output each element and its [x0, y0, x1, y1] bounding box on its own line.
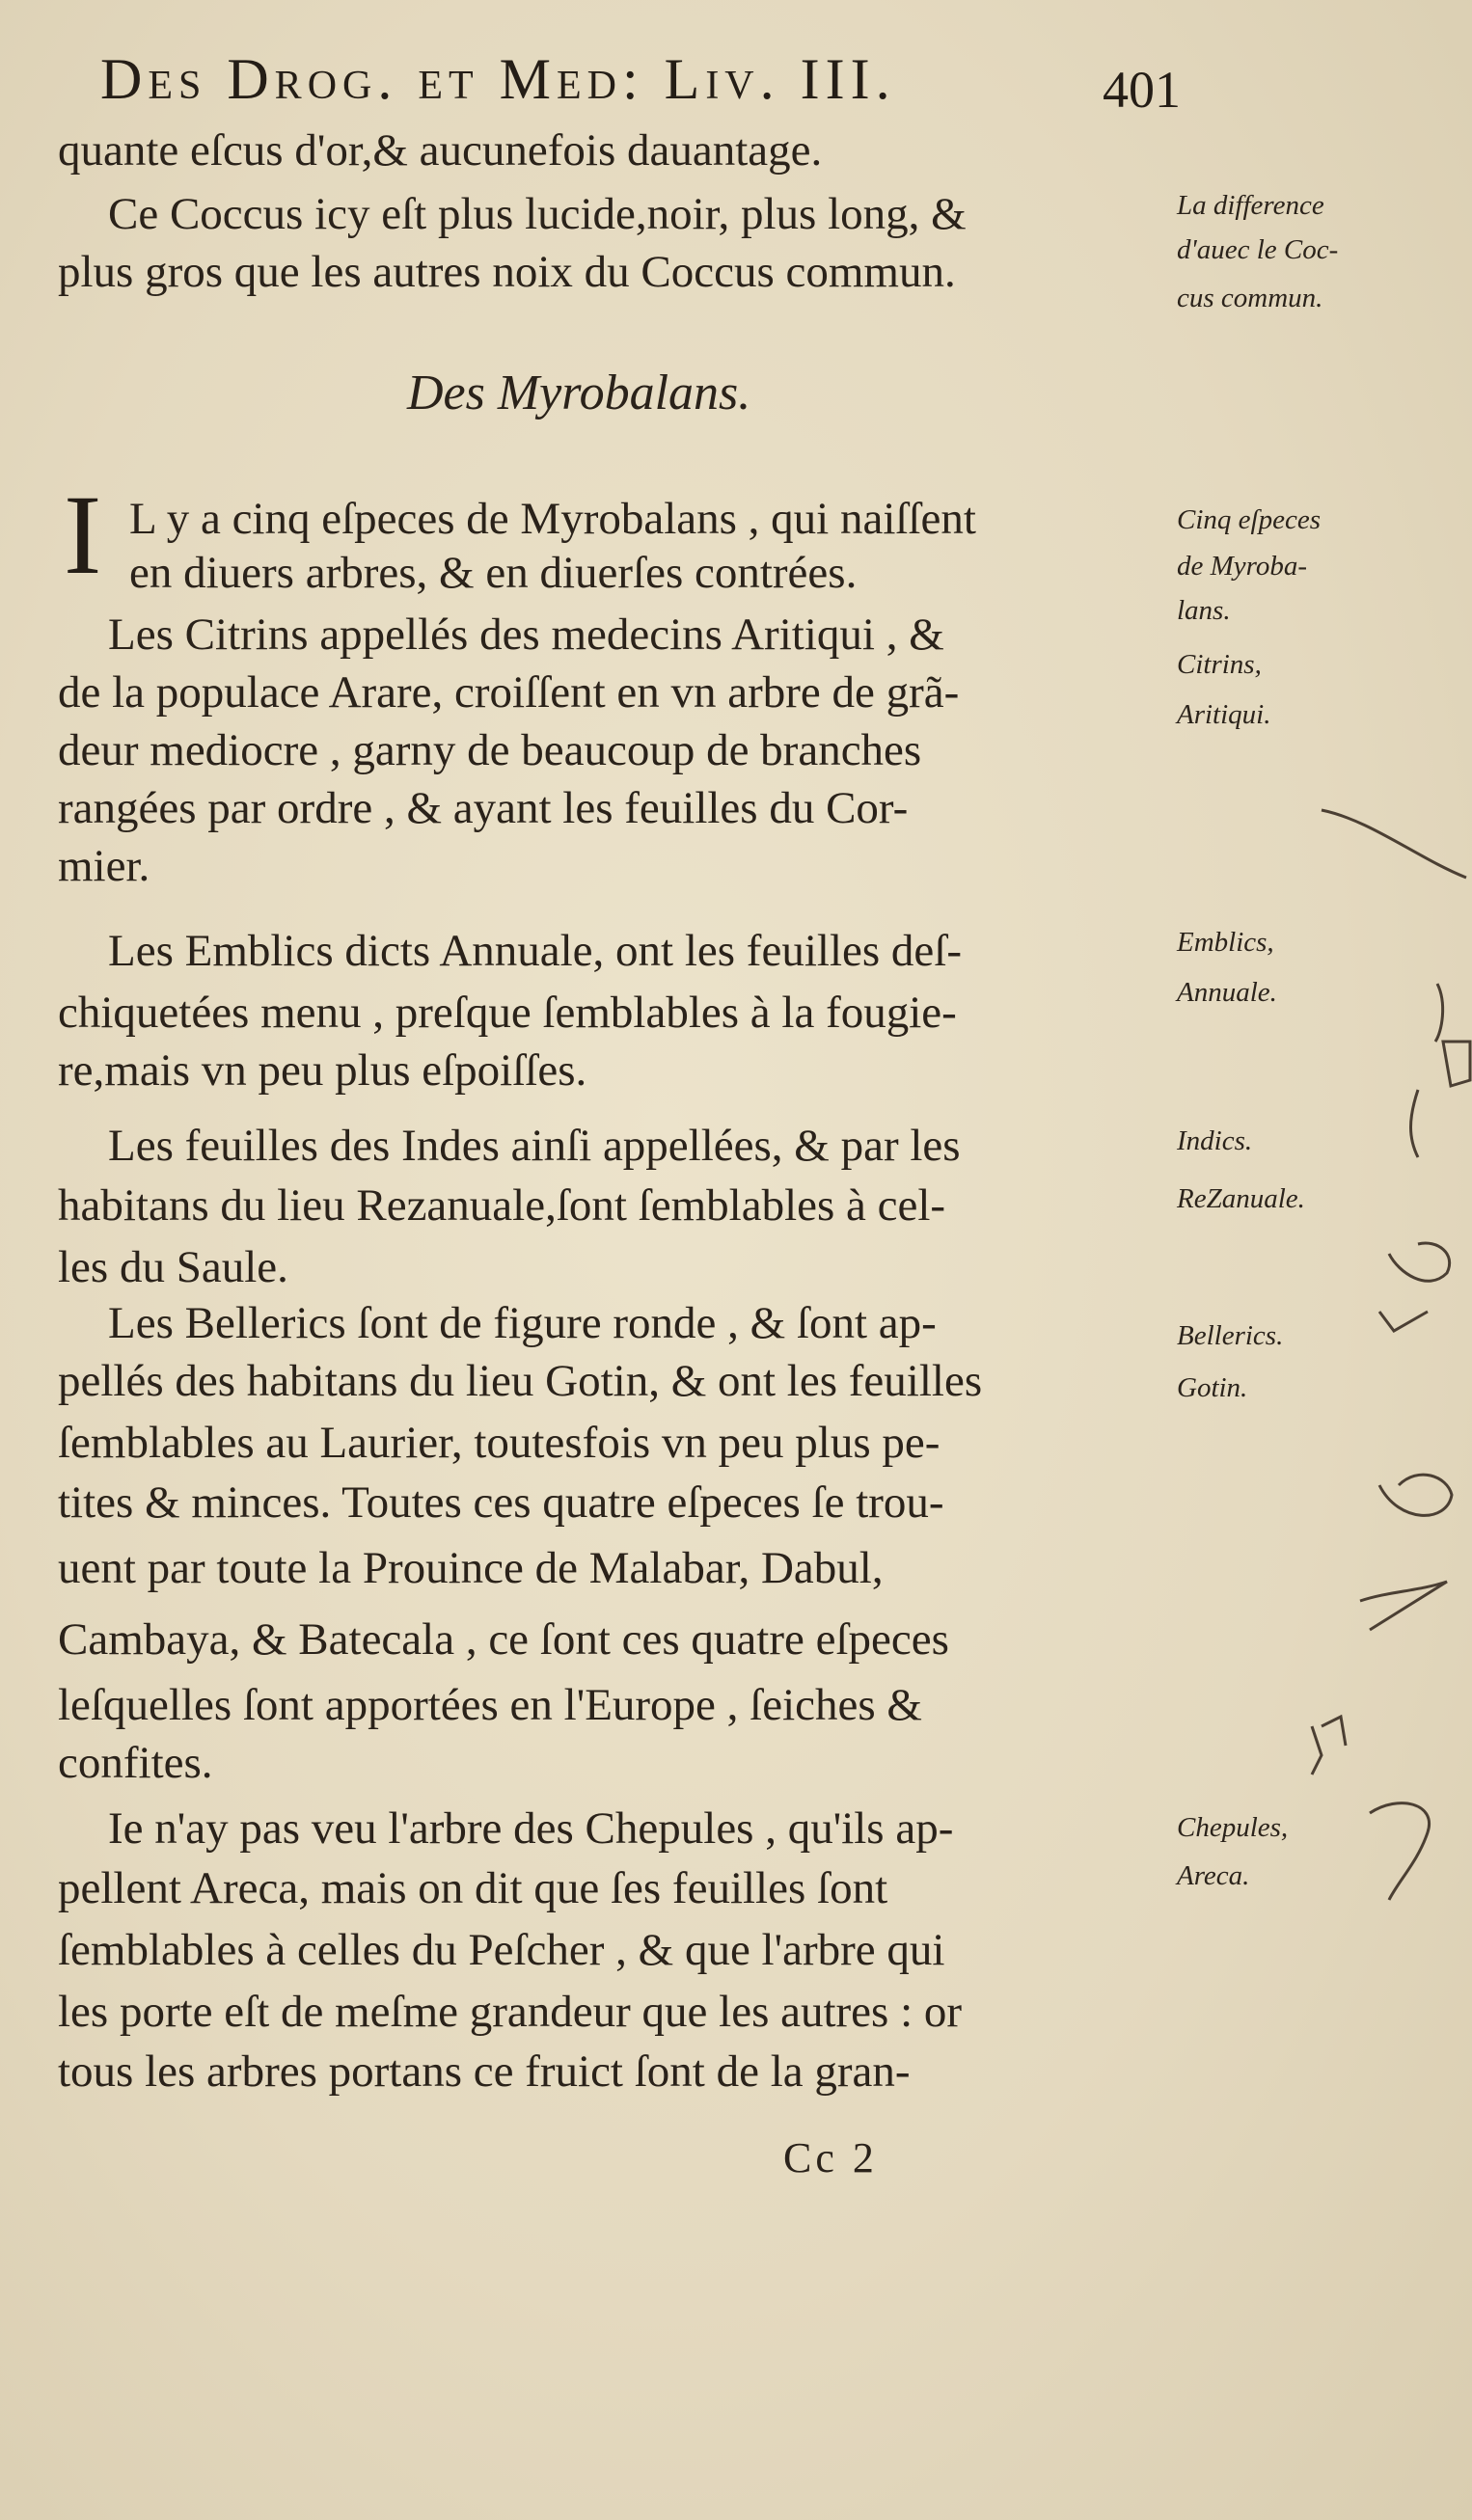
pen-stroke: [1443, 1042, 1470, 1086]
text-line: ſemblables à celles du Peſcher , & que l'arbre qui: [58, 1925, 945, 1975]
text-line: les porte eſt de meſme grandeur que les autres : or: [58, 1987, 963, 2037]
margin-note: Annuale.: [1177, 977, 1277, 1008]
margin-note: Chepules,: [1177, 1812, 1289, 1843]
text-line: rangées par ordre , & ayant les feuilles du Cor-: [58, 783, 909, 833]
text-line: uent par toute la Prouince de Malabar, Dabul,: [58, 1543, 884, 1593]
page-number: 401: [1103, 61, 1181, 119]
pen-stroke: [1312, 1717, 1346, 1775]
text-line: Ie n'ay pas veu l'arbre des Chepules , qu'ils ap-: [108, 1803, 954, 1854]
text-line: L y a cinq eſpeces de Myrobalans , qui naiſſent: [129, 494, 976, 544]
text-line: plus gros que les autres noix du Coccus commun.: [58, 247, 956, 297]
margin-note: Aritiqui.: [1177, 699, 1271, 730]
text-line: Ce Coccus icy eſt plus lucide,noir, plus long, &: [108, 189, 967, 239]
margin-note: ReZanuale.: [1177, 1183, 1305, 1214]
text-line: confites.: [58, 1738, 213, 1788]
text-line: en diuers arbres, & en diuerſes contrées.: [129, 548, 858, 598]
text-line: re,mais vn peu plus eſpoiſſes.: [58, 1045, 587, 1096]
margin-note: Citrins,: [1177, 649, 1262, 680]
margin-note: La difference: [1177, 190, 1324, 221]
text-line: Cambaya, & Batecala , ce ſont ces quatre eſpeces: [58, 1614, 949, 1665]
text-line: les du Saule.: [58, 1242, 288, 1292]
text-line: quante eſcus d'or,& aucunefois dauantage.: [58, 125, 823, 176]
margin-note: Bellerics.: [1177, 1320, 1284, 1351]
margin-note: Gotin.: [1177, 1372, 1248, 1403]
pen-stroke: [1411, 1090, 1419, 1157]
margin-note: d'auec le Coc-: [1177, 234, 1339, 265]
pen-stroke: [1389, 1243, 1450, 1281]
text-line: habitans du lieu Rezanuale,ſont ſemblables à cel-: [58, 1180, 946, 1231]
text-line: leſquelles ſont apportées en l'Europe , ſeiches &: [58, 1680, 922, 1730]
text-line: Les Emblics dicts Annuale, ont les feuilles deſ-: [108, 926, 962, 976]
margin-note: Areca.: [1177, 1860, 1250, 1891]
text-line: de la populace Arare, croiſſent en vn arbre de grã-: [58, 667, 960, 718]
text-line: Les Bellerics ſont de figure ronde , & ſont ap-: [108, 1298, 937, 1348]
signature-mark: Cc 2: [783, 2134, 878, 2181]
section-title: Des Myrobalans.: [407, 366, 751, 420]
pen-stroke: [1379, 1475, 1452, 1515]
margin-note: cus commun.: [1177, 283, 1323, 313]
running-title: Des Drog. et Med: Liv. III.: [100, 47, 896, 111]
pen-stroke: [1370, 1803, 1430, 1900]
pen-stroke: [1322, 810, 1466, 878]
margin-note: Indics.: [1177, 1125, 1253, 1156]
text-line: ſemblables au Laurier, toutesfois vn peu plus pe-: [58, 1418, 940, 1468]
text-line: tous les arbres portans ce fruict ſont de la gran-: [58, 2046, 911, 2097]
text-line: Les feuilles des Indes ainſi appellées, & par les: [108, 1121, 961, 1171]
text-line: chiquetées menu , preſque ſemblables à la fougie-: [58, 988, 957, 1038]
margin-note: de Myroba-: [1177, 551, 1308, 582]
pen-stroke: [1379, 1312, 1428, 1331]
handwritten-marks: [1254, 752, 1472, 2006]
text-line: deur mediocre , garny de beaucoup de branches: [58, 725, 922, 775]
pen-stroke: [1435, 984, 1443, 1042]
drop-cap: I: [64, 472, 102, 598]
pen-stroke: [1360, 1582, 1447, 1630]
margin-note: Emblics,: [1177, 927, 1274, 958]
margin-note: lans.: [1177, 595, 1231, 626]
text-line: tites & minces. Toutes ces quatre eſpeces ſe trou-: [58, 1477, 944, 1528]
text-line: pellés des habitans du lieu Gotin, & ont les feuilles: [58, 1356, 983, 1406]
margin-note: Cinq eſpeces: [1177, 504, 1321, 535]
text-line: mier.: [58, 841, 150, 891]
text-line: pellent Areca, mais on dit que ſes feuilles ſont: [58, 1863, 888, 1913]
text-line: Les Citrins appellés des medecins Aritiqui , &: [108, 610, 944, 660]
running-header: [100, 41, 1181, 127]
